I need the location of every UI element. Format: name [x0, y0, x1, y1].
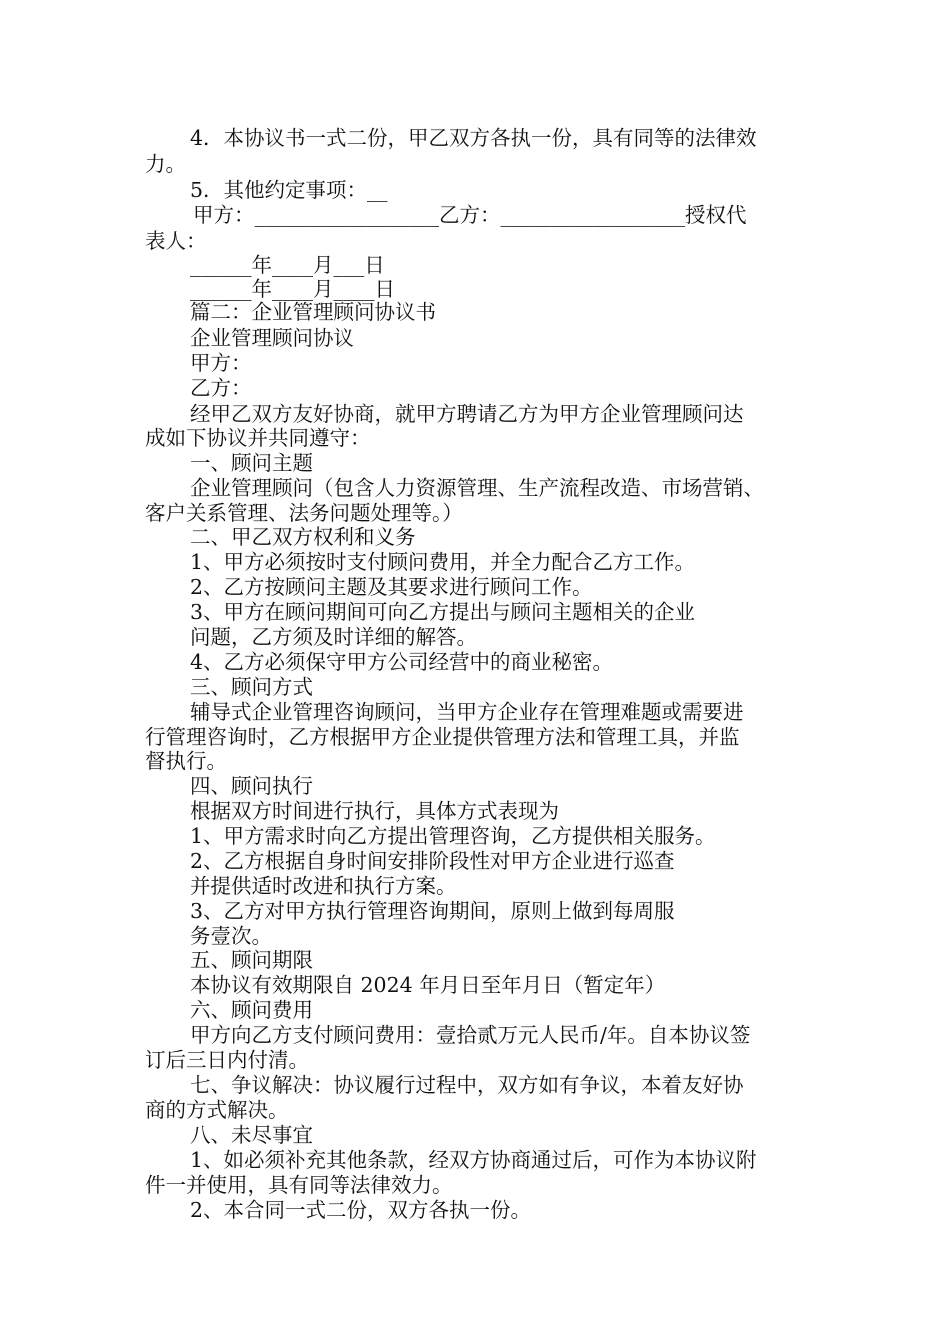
heading-3: 三、顾问方式	[190, 675, 313, 699]
execution-3-line-2: 务壹次。	[190, 924, 272, 948]
duty-2: 2、乙方按顾问主题及其要求进行顾问工作。	[190, 575, 593, 599]
duty-3-line-2: 问题，乙方须及时详细的解答。	[190, 625, 477, 649]
misc-1-line-1: 1、如必须补充其他条款，经双方协商通过后，可作为本协议附	[190, 1148, 757, 1172]
misc-2: 2、本合同一式二份，双方各执一份。	[190, 1198, 532, 1222]
method-line-2: 行管理咨询时，乙方根据甲方企业提供管理方法和管理工具，并监	[145, 725, 740, 749]
clause-5: 5．其他约定事项：__	[190, 178, 388, 202]
signature-line: 甲方：__________________乙方：__________________授权代	[193, 203, 747, 227]
signature-line-cont: 表人：	[145, 229, 207, 253]
party-b: 乙方：	[190, 376, 252, 400]
duty-3-line-1: 3、甲方在顾问期间可向乙方提出与顾问主题相关的企业	[190, 600, 696, 624]
heading-1-body-2: 客户关系管理、法务问题处理等。）	[145, 501, 463, 525]
execution-intro: 根据双方时间进行执行，具体方式表现为	[190, 799, 559, 823]
execution-1: 1、甲方需求时向乙方提出管理咨询，乙方提供相关服务。	[190, 824, 716, 848]
date-line-1: ______年____月___日	[190, 253, 385, 277]
preamble-line-2: 成如下协议并共同遵守：	[145, 426, 371, 450]
heading-8: 八、未尽事宜	[190, 1123, 313, 1147]
execution-2-line-2: 并提供适时改进和执行方案。	[190, 874, 457, 898]
document-title: 企业管理顾问协议	[190, 326, 354, 350]
execution-3-line-1: 3、乙方对甲方执行管理咨询期间，原则上做到每周服	[190, 899, 675, 923]
heading-1: 一、顾问主题	[190, 451, 313, 475]
dispute-line-2: 商的方式解决。	[145, 1098, 289, 1122]
method-line-3: 督执行。	[145, 749, 227, 773]
date-line-2: ______年____月____日	[190, 277, 395, 301]
execution-2-line-1: 2、乙方根据自身时间安排阶段性对甲方企业进行巡查	[190, 849, 675, 873]
duty-1: 1、甲方必须按时支付顾问费用，并全力配合乙方工作。	[190, 550, 696, 574]
misc-1-line-2: 件一并使用，具有同等法律效力。	[145, 1173, 453, 1197]
party-a: 甲方：	[190, 351, 252, 375]
heading-6: 六、顾问费用	[190, 998, 313, 1022]
dispute-line-1: 七、争议解决：协议履行过程中，双方如有争议，本着友好协	[190, 1073, 744, 1097]
heading-4: 四、顾问执行	[190, 774, 313, 798]
heading-1-body-1: 企业管理顾问（包含人力资源管理、生产流程改造、市场营销、	[190, 476, 764, 500]
heading-2: 二、甲乙双方权利和义务	[190, 525, 416, 549]
heading-5: 五、顾问期限	[190, 948, 313, 972]
method-line-1: 辅导式企业管理咨询顾问，当甲方企业存在管理难题或需要进	[190, 700, 744, 724]
clause-4-line-2: 力。	[145, 152, 186, 176]
section-title: 篇二：企业管理顾问协议书	[190, 300, 436, 324]
fee-line-1: 甲方向乙方支付顾问费用：壹拾贰万元人民币/年。自本协议签	[190, 1023, 751, 1047]
fee-line-2: 订后三日内付清。	[145, 1048, 309, 1072]
duty-4: 4、乙方必须保守甲方公司经营中的商业秘密。	[190, 650, 614, 674]
clause-4-line-1: 4．本协议书一式二份，甲乙双方各执一份，具有同等的法律效	[190, 126, 757, 150]
term-text: 本协议有效期限自 2024 年月日至年月日（暂定年）	[190, 973, 666, 997]
preamble-line-1: 经甲乙双方友好协商，就甲方聘请乙方为甲方企业管理顾问达	[190, 402, 744, 426]
